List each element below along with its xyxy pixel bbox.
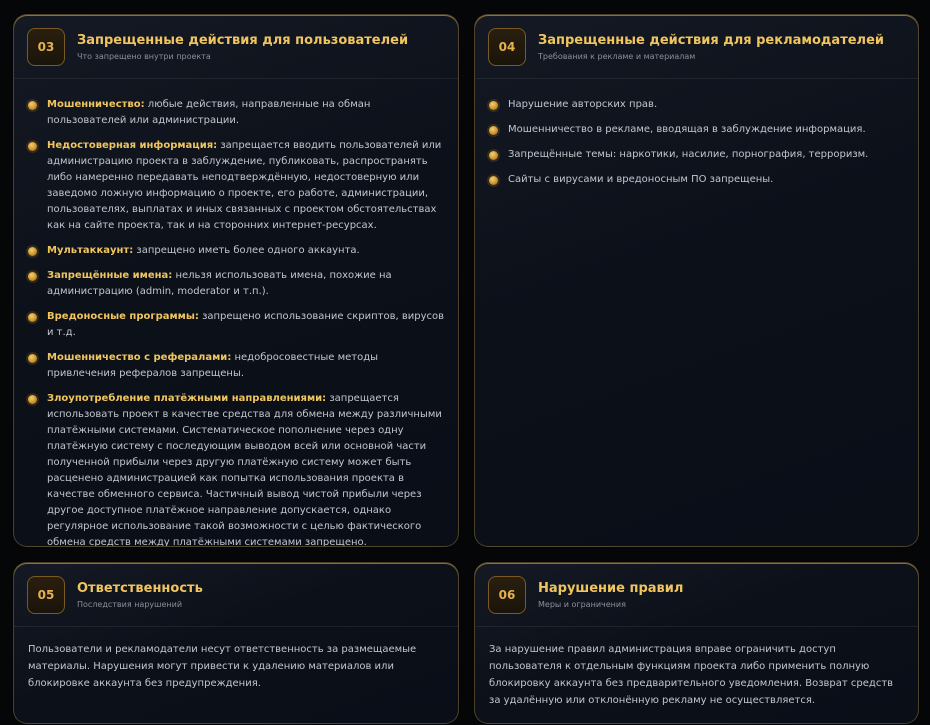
list-item [28, 268, 444, 300]
rule-term: Запрещённые имена: [47, 270, 173, 281]
card-title: Ответственность [77, 580, 203, 596]
list-item [489, 147, 904, 163]
card-subtitle: Что запрещено внутри проекта [77, 51, 211, 61]
list-item [28, 97, 444, 129]
card-title: Запрещенные действия для рекламодателей [538, 32, 884, 48]
card-header [475, 563, 918, 627]
rule-text: любые действия, направленные на обман пользователей или администрации. [47, 99, 371, 126]
card-title: Запрещенные действия для пользователей [77, 32, 409, 48]
card-subtitle: Требования к рекламе и материалам [538, 51, 696, 61]
section-number-badge: 06 [488, 576, 526, 614]
bullet-icon [28, 272, 37, 281]
list-item [28, 350, 444, 382]
bullet-icon [28, 313, 37, 322]
card-body-text: Пользователи и рекламодатели несут ответственность за размещаемые материалы. Нарушения могут привести к удалению материалов или блокировке аккаунта без предупреждения. [28, 644, 417, 689]
section-number-badge: 04 [488, 28, 526, 66]
rule-text: Мошенничество в рекламе, вводящая в заблуждение информация. [508, 124, 866, 135]
rule-text: запрещено использование скриптов, вирусов и т.д. [47, 311, 445, 338]
list-item [489, 97, 904, 113]
list-item [489, 122, 904, 138]
rule-text: Запрещённые темы: наркотики, насилие, порнография, терроризм. [508, 149, 869, 160]
bullet-icon [489, 151, 498, 160]
rule-term: Недостоверная информация: [47, 140, 218, 151]
bullet-icon [28, 354, 37, 363]
rules-list [14, 79, 458, 547]
bullet-icon [489, 176, 498, 185]
bullet-icon [489, 126, 498, 135]
users-rules-card [13, 14, 459, 547]
card-header [14, 15, 458, 79]
card-header [475, 15, 918, 79]
card-subtitle: Меры и ограничения [538, 599, 626, 609]
bullet-icon [28, 101, 37, 110]
rule-text: Нарушение авторских прав. [508, 99, 658, 110]
card-title: Нарушение правил [538, 580, 684, 596]
rule-text: нельзя использовать имена, похожие на администрацию (admin, moderator и т.п.). [47, 270, 392, 297]
rule-term: Мультаккаунт: [47, 245, 134, 256]
rule-text: запрещается использовать проект в качестве средства для обмена между различными платёжными системами. Систематическое пополнение через одну платёжную систему с последующим выводом всей или основной части полученной прибыли через другую платёжную систему может быть расценено администрацией как попытка использования проекта в качестве обменного сервиса. Частичный вывод чистой прибыли через другое доступное платёжное направление допускается, однако регулярное использование такой возможности с целью фактического обмена средств между платёжными системами запрещено. [47, 393, 442, 547]
bullet-icon [28, 247, 37, 256]
bullet-icon [28, 395, 37, 404]
list-item [28, 391, 444, 547]
rules-list [475, 79, 918, 188]
section-number-badge: 03 [27, 28, 65, 66]
rule-text: Сайты с вирусами и вредоносным ПО запрещены. [508, 174, 774, 185]
rule-text: запрещается вводить пользователей или администрацию проекта в заблуждение, публиковать, распространять либо намеренно передавать неподтверждённую, недостоверную или заведомо ложную информацию о проекте, его работе, администрации, пользователях, выплатах и иных связанных с проектом обстоятельствах как на сайте проекта, так и на сторонних интернет-ресурсах. [47, 140, 442, 231]
rule-term: Мошенничество: [47, 99, 145, 110]
rule-term: Злоупотребление платёжными направлениями: [47, 393, 327, 404]
card-body-text: За нарушение правил администрация вправе ограничить доступ пользователя к отдельным функциям проекта либо применить полную блокировку аккаунта без предварительного уведомления. Возврат средств за удалённую или отклонённую рекламу не осуществляется. [489, 644, 894, 706]
section-number-badge: 05 [27, 576, 65, 614]
card-subtitle: Последствия нарушений [77, 599, 183, 609]
list-item [28, 138, 444, 234]
advertisers-rules-card [474, 14, 919, 547]
responsibility-card [13, 562, 459, 724]
bullet-icon [489, 101, 498, 110]
list-item [28, 243, 444, 259]
rule-term: Мошенничество с рефералами: [47, 352, 232, 363]
rule-text: запрещено иметь более одного аккаунта. [133, 245, 360, 256]
rule-text: недобросовестные методы привлечения рефералов запрещены. [47, 352, 379, 379]
bullet-icon [28, 142, 37, 151]
violations-card [474, 562, 919, 724]
rule-term: Вредоносные программы: [47, 311, 199, 322]
list-item [28, 309, 444, 341]
card-header [14, 563, 458, 627]
list-item [489, 172, 904, 188]
